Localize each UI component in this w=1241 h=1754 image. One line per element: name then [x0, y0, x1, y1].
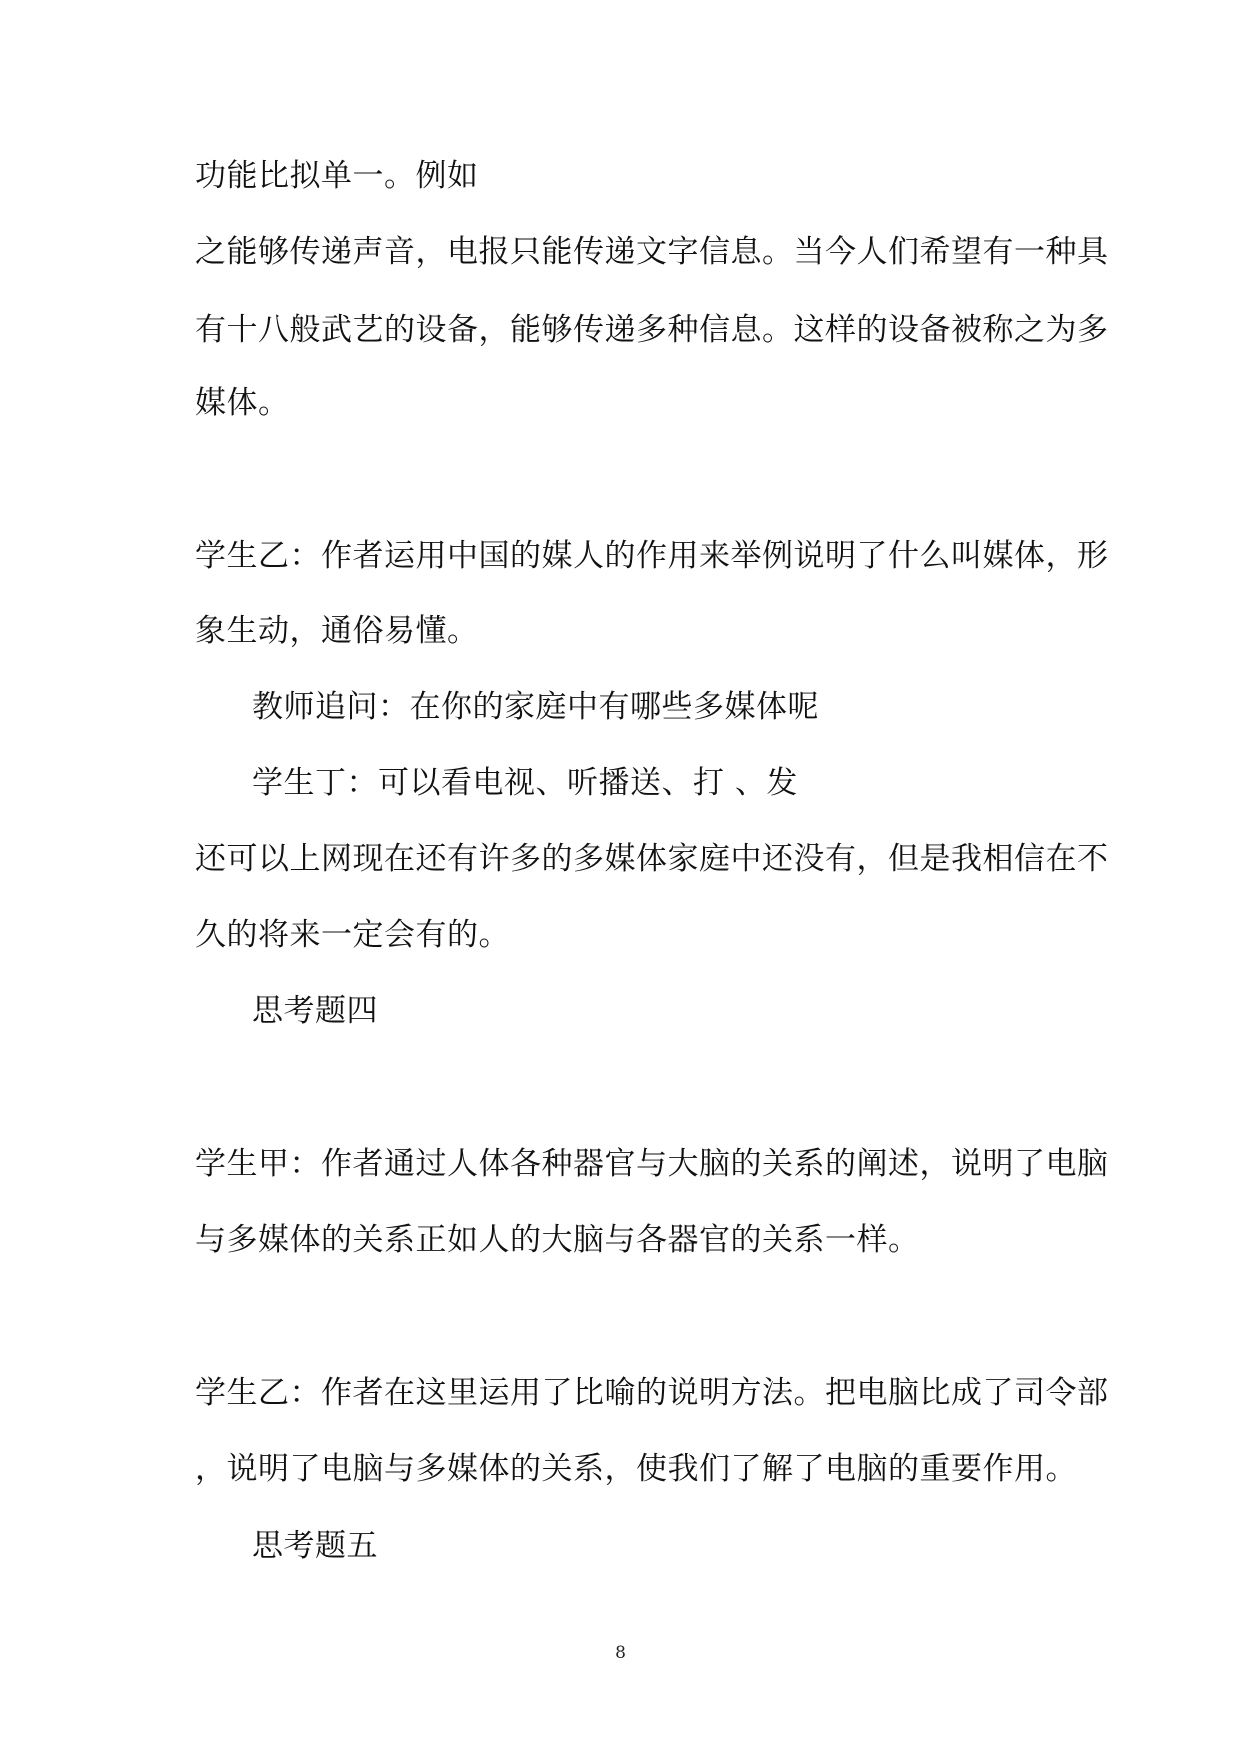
text-line: 象生动，通俗易懂。 [195, 613, 479, 649]
text-line: 学生甲：作者通过人体各种器官与大脑的关系的阐述，说明了电脑 [195, 1146, 1109, 1182]
text-line: 之能够传递声音，电报只能传递文字信息。当今人们希望有一种具 [195, 234, 1109, 270]
text-line: 教师追问：在你的家庭中有哪些多媒体呢 [252, 689, 819, 725]
text-line: 学生丁：可以看电视、听播送、打 、发 [252, 765, 798, 801]
text-line: 与多媒体的关系正如人的大脑与各器官的关系一样。 [195, 1222, 920, 1258]
text-line: 功能比拟单一。例如 [195, 158, 479, 194]
page-number: 8 [615, 1643, 626, 1663]
text-line: 学生乙：作者运用中国的媒人的作用来举例说明了什么叫媒体，形 [195, 538, 1109, 574]
text-line: 学生乙：作者在这里运用了比喻的说明方法。把电脑比成了司令部 [195, 1375, 1109, 1411]
text-line: 有十八般武艺的设备，能够传递多种信息。这样的设备被称之为多 [195, 312, 1109, 348]
section-heading: 思考题五 [252, 1528, 378, 1564]
text-line: 媒体。 [195, 385, 290, 421]
text-line: ，说明了电脑与多媒体的关系，使我们了解了电脑的重要作用。 [195, 1451, 1077, 1487]
text-line: 久的将来一定会有的。 [195, 917, 510, 953]
section-heading: 思考题四 [252, 993, 378, 1029]
text-line: 还可以上网现在还有许多的多媒体家庭中还没有，但是我相信在不 [195, 841, 1109, 877]
